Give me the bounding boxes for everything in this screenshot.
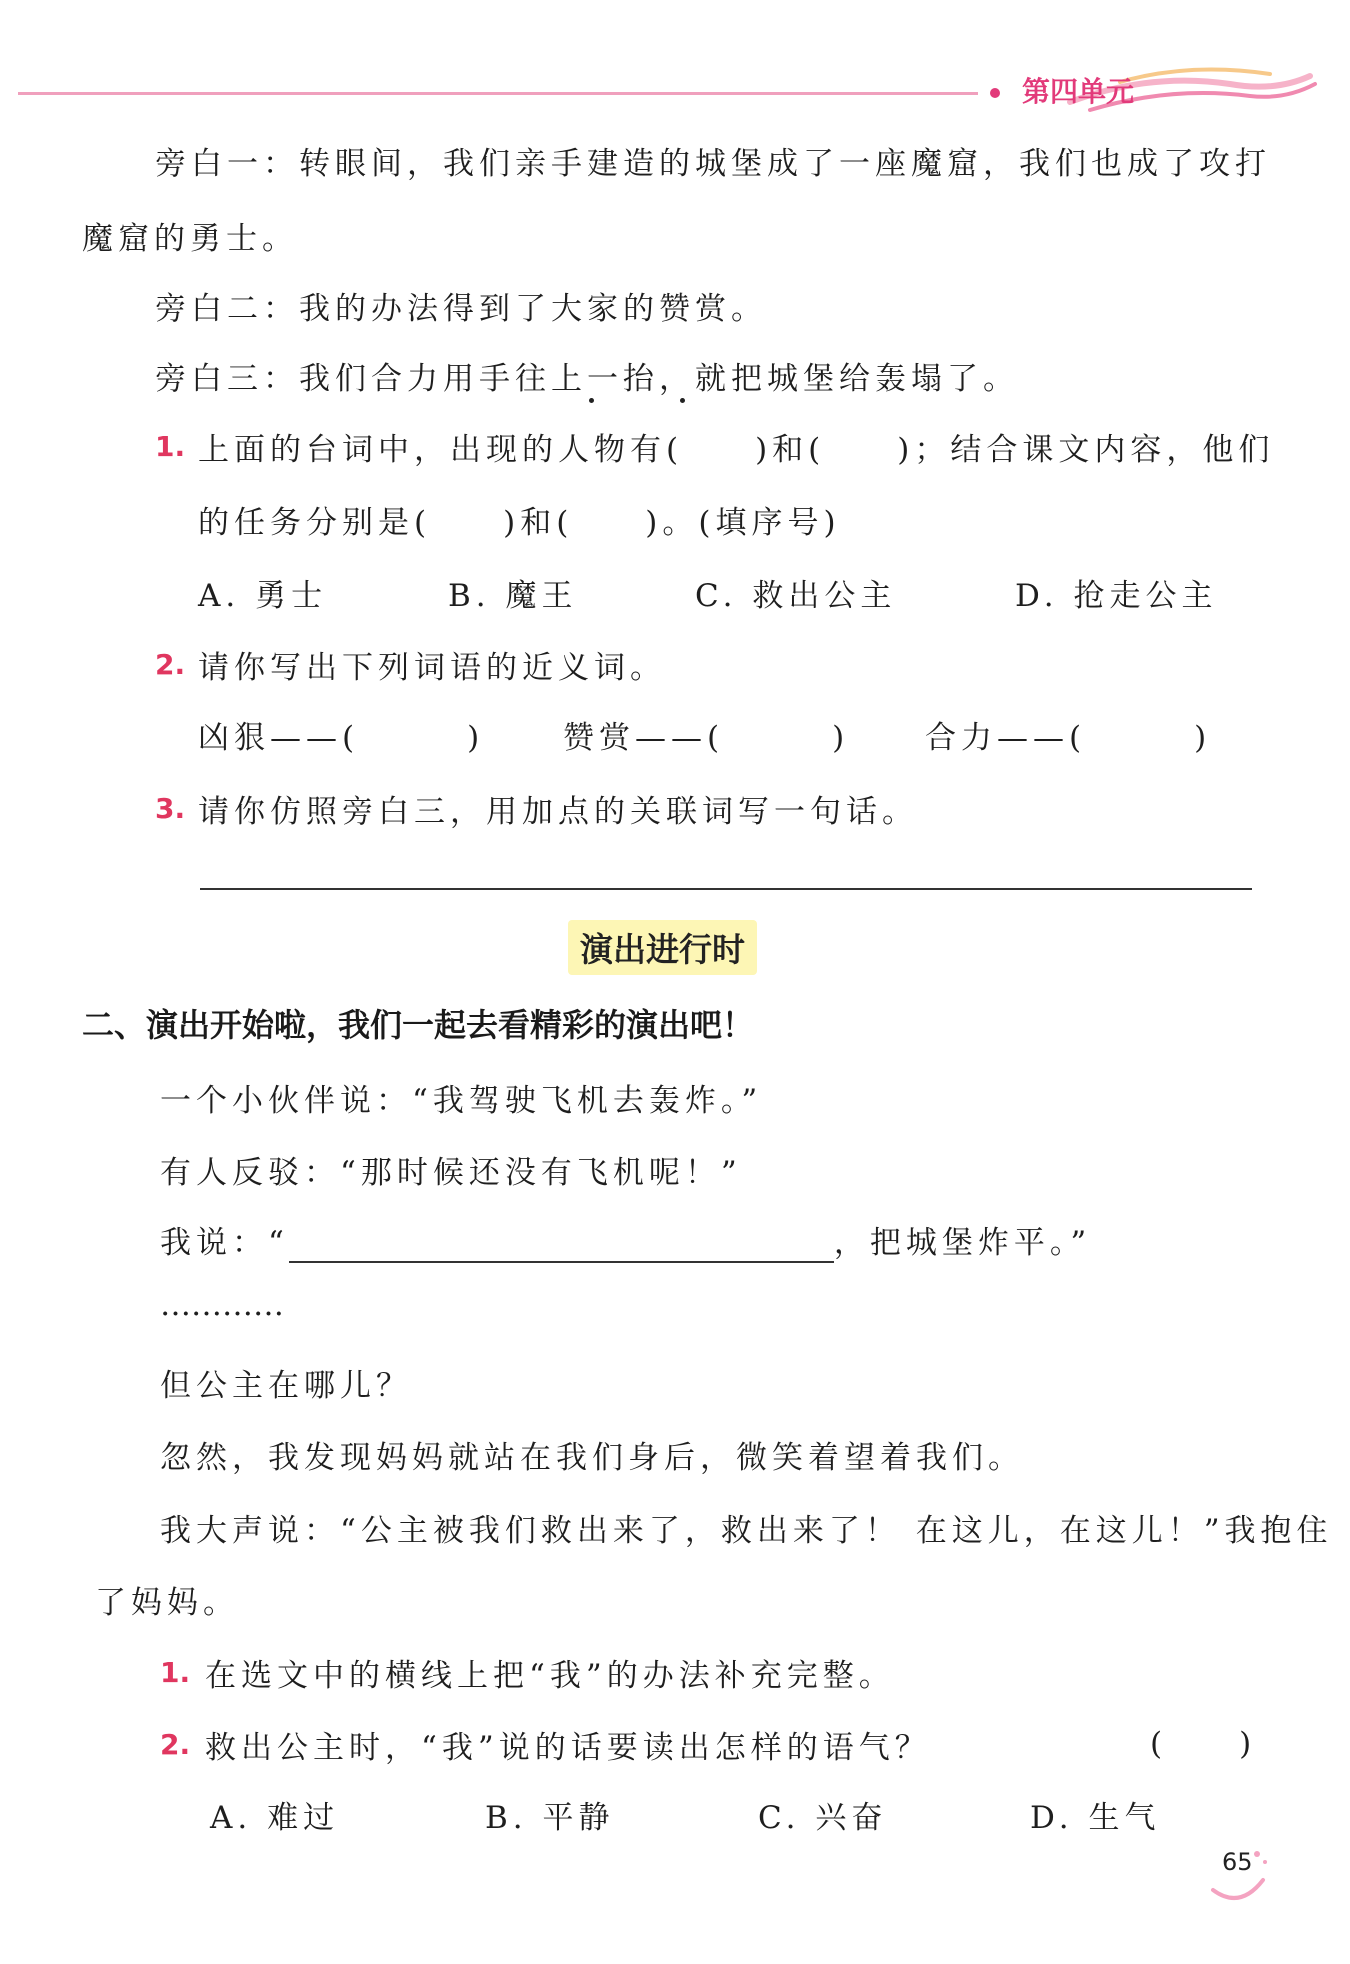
- q1-option: C. 救出公主: [695, 578, 897, 614]
- dialogue-prefix: 我说：“: [160, 1225, 289, 1261]
- dialogue-line: 忽然，我发现妈妈就站在我们身后，微笑着望着我们。: [160, 1440, 1024, 1476]
- dialogue-line: 我大声说：“公主被我们救出来了，救出来了！ 在这儿，在这儿！”我抱住: [160, 1513, 1333, 1549]
- q3-text: 请你仿照旁白三，用加点的关联词写一句话。: [198, 794, 918, 830]
- section-title: 演出进行时: [568, 920, 757, 975]
- answer-blank[interactable]: [289, 1225, 834, 1263]
- q3-number: 3.: [155, 792, 186, 825]
- q2-item: 赞赏——( ): [563, 720, 850, 756]
- q3-answer-line[interactable]: [200, 888, 1252, 890]
- unit-label: 第四单元: [1022, 75, 1135, 108]
- p2q1-number: 1.: [160, 1656, 191, 1689]
- p2q2-option: D. 生气: [1030, 1800, 1161, 1836]
- q2-item: 合力——( ): [925, 720, 1212, 756]
- narration-line-1: 旁白一：转眼间，我们亲手建造的城堡成了一座魔窟，我们也成了攻打: [155, 146, 1271, 182]
- header-line: [18, 92, 978, 95]
- dialogue-line-cont: 了妈妈。: [95, 1585, 239, 1621]
- p2q2-number: 2.: [160, 1728, 191, 1761]
- part2-heading: 二、演出开始啦，我们一起去看精彩的演出吧！: [82, 1006, 755, 1044]
- q1-option: B. 魔王: [448, 578, 578, 614]
- q1-text-line-1: 上面的台词中，出现的人物有( )和( )；结合课文内容，他们: [198, 432, 1275, 468]
- p2q2-option: C. 兴奋: [758, 1800, 888, 1836]
- p2q2-text: 救出公主时，“我”说的话要读出怎样的语气？: [205, 1730, 931, 1766]
- narration-line-1-cont: 魔窟的勇士。: [82, 221, 298, 257]
- dialogue-line: 但公主在哪儿？: [160, 1368, 412, 1404]
- dialogue-line-with-blank: [160, 1217, 1091, 1263]
- q2-number: 2.: [155, 648, 186, 681]
- q1-text-line-2: 的任务分别是( )和( )。(填序号): [198, 505, 841, 541]
- dialogue-line: 一个小伙伴说：“我驾驶飞机去轰炸。”: [160, 1083, 763, 1119]
- ellipsis: …………: [160, 1287, 284, 1323]
- p2q2-answer-paren[interactable]: ( ): [1150, 1726, 1257, 1762]
- q1-number: 1.: [155, 430, 186, 463]
- emphasis-dot: [589, 398, 594, 403]
- q1-option: A. 勇士: [198, 578, 328, 614]
- header-dot: [990, 88, 1000, 98]
- p2q1-text: 在选文中的横线上把“我”的办法补充完整。: [205, 1658, 895, 1694]
- narration-line-2: 旁白二：我的办法得到了大家的赞赏。: [155, 291, 767, 327]
- dialogue-line: 有人反驳：“那时候还没有飞机呢！”: [160, 1155, 742, 1191]
- p2q2-option: B. 平静: [485, 1800, 615, 1836]
- page-number: 65: [1222, 1848, 1253, 1876]
- q1-option: D. 抢走公主: [1015, 578, 1218, 614]
- q2-text: 请你写出下列词语的近义词。: [198, 650, 666, 686]
- p2q2-option: A. 难过: [210, 1800, 340, 1836]
- q2-item: 凶狠——( ): [198, 720, 485, 756]
- emphasis-dot: [680, 398, 685, 403]
- dialogue-suffix: ，把城堡炸平。”: [833, 1225, 1092, 1261]
- narration-line-3: 旁白三：我们合力用手往上一抬，就把城堡给轰塌了。: [155, 361, 1019, 397]
